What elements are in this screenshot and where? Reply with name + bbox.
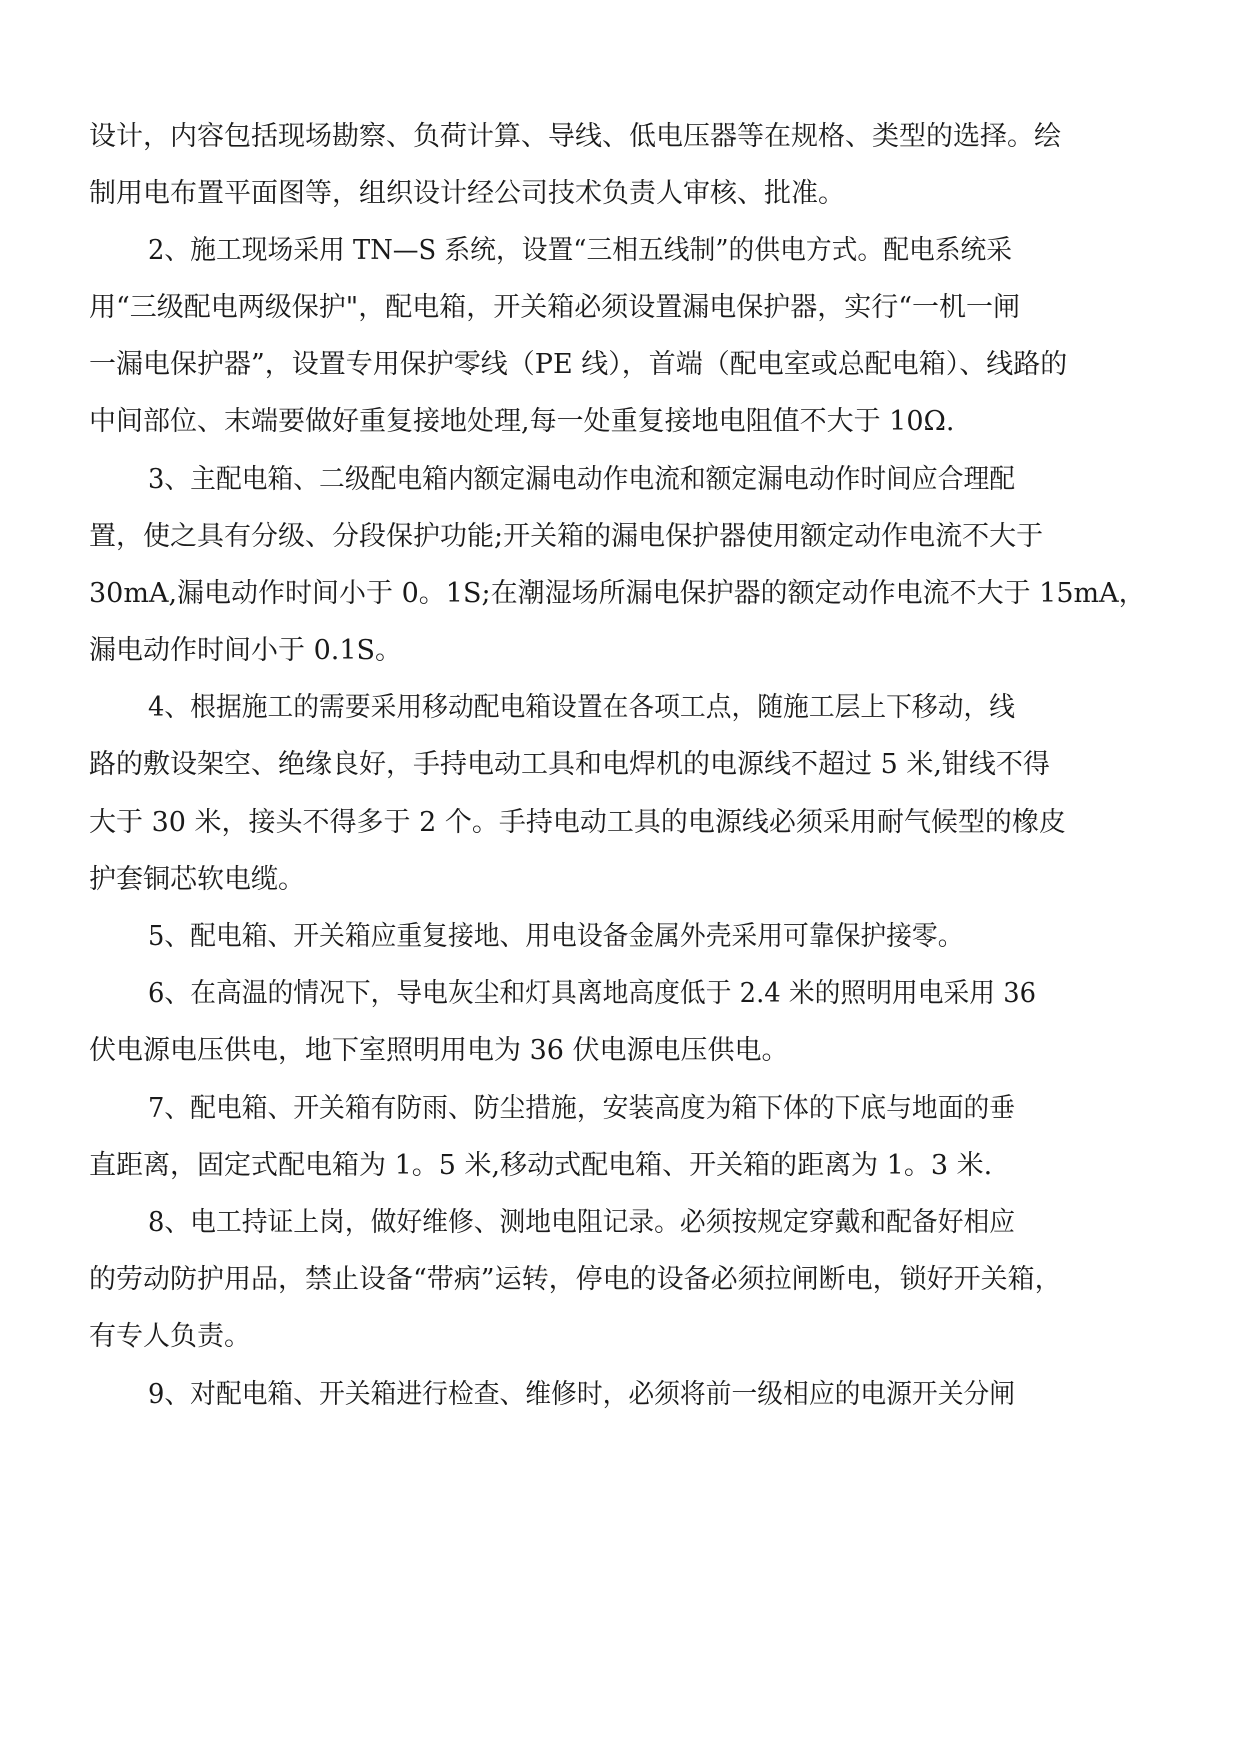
paragraph-3-line: 3、主配电箱、二级配电箱内额定漏电动作电流和额定漏电动作时间应合理配: [148, 464, 1016, 495]
text-line: 设计，内容包括现场勘察、负荷计算、导线、低电压器等在规格、类型的选择。绘: [89, 121, 1061, 152]
text-line: 30mA,漏电动作时间小于 0。1S;在潮湿场所漏电保护器的额定动作电流不大于 15mA，: [89, 578, 1146, 609]
text-line: 一漏电保护器”，设置专用保护零线（PE 线），首端（配电室或总配电箱）、线路的: [89, 349, 1068, 380]
text-line: 伏电源电压供电，地下室照明用电为 36 伏电源电压供电。: [89, 1035, 789, 1066]
text-line: 护套铜芯软电缆。: [89, 864, 305, 895]
paragraph-6-line: 6、在高温的情况下，导电灰尘和灯具离地高度低于 2.4 米的照明用电采用 36: [148, 978, 1037, 1009]
text-line: 用“三级配电两级保护"，配电箱，开关箱必须设置漏电保护器，实行“一机一闸: [89, 292, 1021, 323]
paragraph-5-line: 5、配电箱、开关箱应重复接地、用电设备金属外壳采用可靠保护接零。: [148, 921, 964, 952]
text-line: 制用电布置平面图等，组织设计经公司技术负责人审核、批准。: [89, 178, 845, 209]
paragraph-2-line: 2、施工现场采用 TN—S 系统，设置“三相五线制”的供电方式。配电系统采: [148, 235, 1013, 266]
text-line: 直距离，固定式配电箱为 1。5 米,移动式配电箱、开关箱的距离为 1。3 米.: [89, 1150, 993, 1181]
paragraph-9-line: 9、对配电箱、开关箱进行检查、维修时，必须将前一级相应的电源开关分闸: [148, 1379, 1016, 1410]
text-line: 置，使之具有分级、分段保护功能;开关箱的漏电保护器使用额定动作电流不大于: [89, 521, 1044, 552]
text-line: 大于 30 米，接头不得多于 2 个。手持电动工具的电源线必须采用耐气候型的橡皮: [89, 807, 1066, 838]
text-line: 路的敷设架空、绝缘良好，手持电动工具和电焊机的电源线不超过 5 米,钳线不得: [89, 749, 1050, 780]
paragraph-4-line: 4、根据施工的需要采用移动配电箱设置在各项工点，随施工层上下移动，线: [148, 692, 1016, 723]
text-line: 的劳动防护用品，禁止设备“带病”运转，停电的设备必须拉闸断电，锁好开关箱，: [89, 1264, 1062, 1295]
text-line: 有专人负责。: [89, 1321, 251, 1352]
text-line: 漏电动作时间小于 0.1S。: [89, 635, 403, 666]
text-line: 中间部位、末端要做好重复接地处理,每一处重复接地电阻值不大于 10Ω.: [89, 406, 955, 437]
paragraph-7-line: 7、配电箱、开关箱有防雨、防尘措施，安装高度为箱下体的下底与地面的垂: [148, 1093, 1016, 1124]
paragraph-8-line: 8、电工持证上岗，做好维修、测地电阻记录。必须按规定穿戴和配备好相应: [148, 1207, 1016, 1238]
